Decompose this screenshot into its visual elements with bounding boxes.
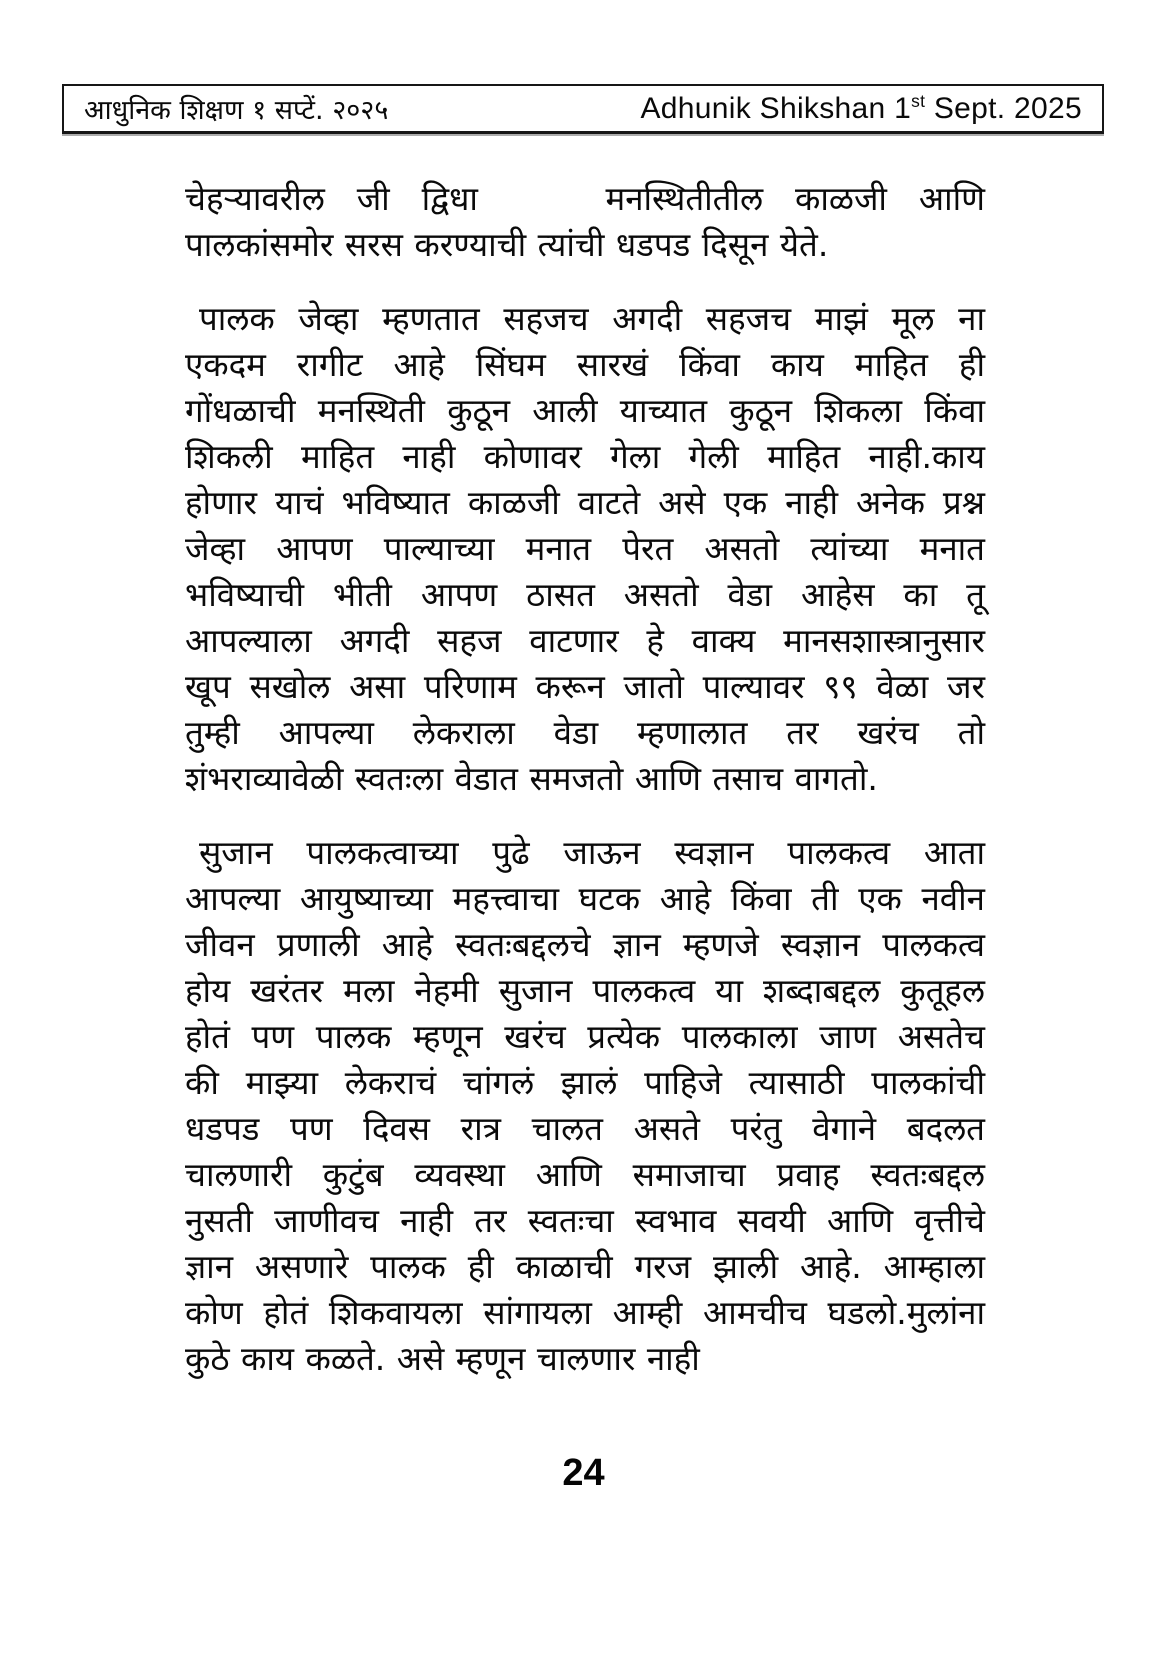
paragraph-2: [185, 296, 985, 802]
text-line: कोण होतं शिकवायला सांगायला आम्ही आमचीच घडलो.मुलांना: [185, 1293, 985, 1332]
text-line: कुठे काय कळते. असे म्हणून चालणार नाही: [185, 1339, 700, 1378]
page-header: [62, 84, 1104, 134]
text-line: तुम्ही आपल्या लेकराला वेडा म्हणालात तर खरंच तो: [185, 713, 985, 752]
text-line: शंभराव्यावेळी स्वतःला वेडात समजतो आणि तसाच वागतो.: [185, 759, 878, 798]
text-line: चेहऱ्यावरील जी द्विधा मनस्थितीतील काळजी आणि: [185, 179, 985, 218]
text-line: धडपड पण दिवस रात्र चालत असते परंतु वेगाने बदलत: [185, 1109, 985, 1148]
text-line: की माझ्या लेकराचं चांगलं झालं पाहिजे त्यासाठी पालकांची: [185, 1063, 985, 1102]
header-title-english: [641, 92, 1083, 126]
text-line: खूप सखोल असा परिणाम करून जातो पाल्यावर ९९ वेळा जर: [185, 667, 985, 706]
header-title-english-post: Sept. 2025: [925, 91, 1082, 125]
text-line: जीवन प्रणाली आहे स्वतःबद्दलचे ज्ञान म्हणजे स्वज्ञान पालकत्व: [185, 925, 985, 964]
paragraph-1: [185, 176, 985, 268]
header-title-marathi: आधुनिक शिक्षण १ सप्टें. २०२५: [84, 95, 389, 126]
text-line: चालणारी कुटुंब व्यवस्था आणि समाजाचा प्रवाह स्वतःबद्दल: [185, 1155, 985, 1194]
text-line: होतं पण पालक म्हणून खरंच प्रत्येक पालकाला जाण असतेच: [185, 1017, 985, 1056]
text-line: भविष्याची भीती आपण ठासत असतो वेडा आहेस का तू: [185, 575, 985, 614]
text-line: होणार याचं भविष्यात काळजी वाटते असे एक नाही अनेक प्रश्न: [185, 483, 985, 522]
text-line: होय खरंतर मला नेहमी सुजान पालकत्व या शब्दाबद्दल कुतूहल: [185, 971, 985, 1010]
text-line: नुसती जाणीवच नाही तर स्वतःचा स्वभाव सवयी आणि वृत्तीचे: [185, 1201, 985, 1240]
text-line: गोंधळाची मनस्थिती कुठून आली याच्यात कुठून शिकला किंवा: [185, 391, 985, 430]
text-line: पालक जेव्हा म्हणतात सहजच अगदी सहजच माझं मूल ना: [199, 299, 985, 338]
text-line: आपल्याला अगदी सहज वाटणार हे वाक्य मानसशास्त्रानुसार: [185, 621, 985, 660]
article-body: [185, 176, 985, 1410]
text-line: आपल्या आयुष्याच्या महत्त्वाचा घटक आहे किंवा ती एक नवीन: [185, 879, 985, 918]
text-line: जेव्हा आपण पाल्याच्या मनात पेरत असतो त्यांच्या मनात: [185, 529, 985, 568]
text-line: ज्ञान असणारे पालक ही काळाची गरज झाली आहे. आम्हाला: [185, 1247, 985, 1286]
text-line: एकदम रागीट आहे सिंघम सारखं किंवा काय माहित ही: [185, 345, 985, 384]
text-line: पालकांसमोर सरस करण्याची त्यांची धडपड दिसून येते.: [185, 225, 829, 264]
header-title-ordinal-suffix: st: [911, 90, 926, 111]
text-line: शिकली माहित नाही कोणावर गेला गेली माहित नाही.काय: [185, 437, 985, 476]
page-number: 24: [562, 1452, 605, 1494]
paragraph-3: [185, 830, 985, 1382]
text-line: सुजान पालकत्वाच्या पुढे जाऊन स्वज्ञान पालकत्व आता: [199, 833, 985, 872]
header-title-english-pre: Adhunik Shikshan 1: [640, 91, 912, 125]
